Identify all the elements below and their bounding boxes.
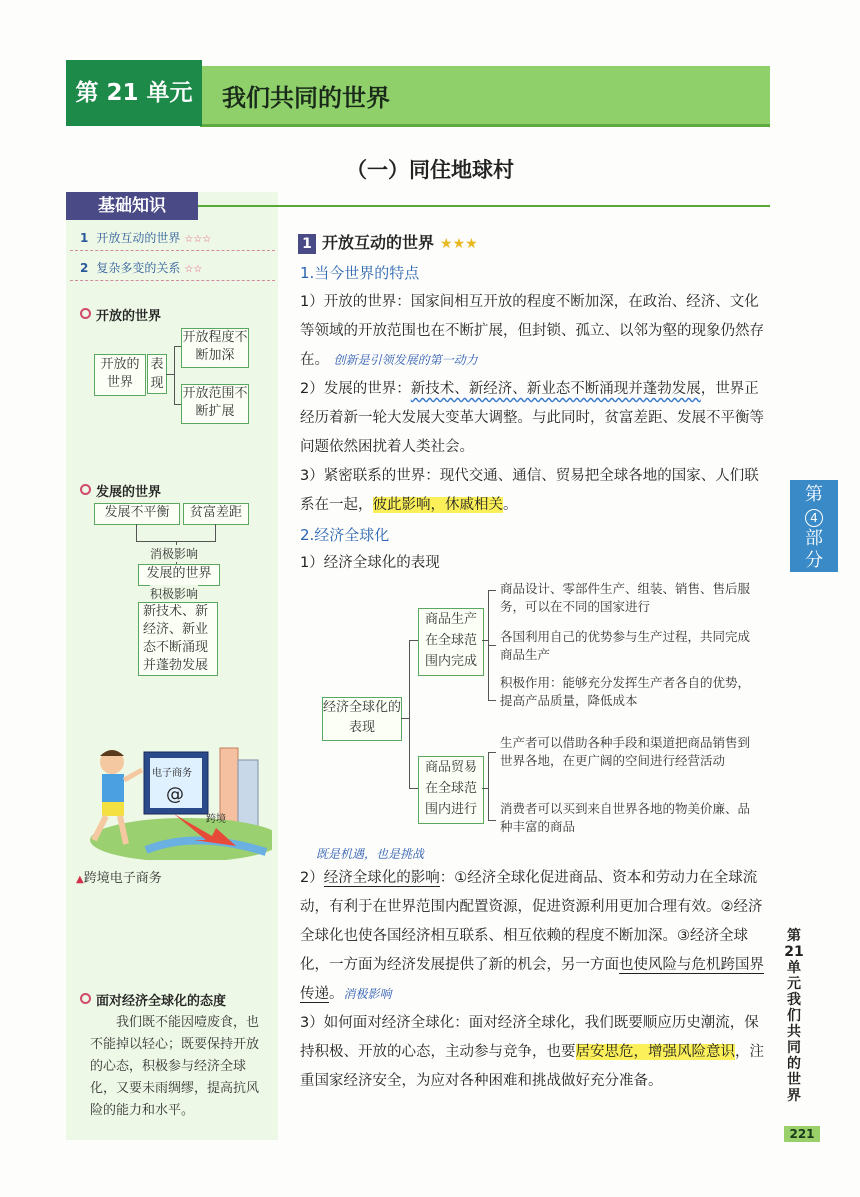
paragraph-open-world: 1）开放的世界：国家间相互开放的程度不断加深，在政治、经济、文化等领域的开放范围也在不断扩展，但封锁、孤立、以邻为壑的现象仍然存在。 创新是引领发展的第一动力 xyxy=(300,294,764,368)
branch-trade: 商品贸易在全球范围内进行 xyxy=(418,756,484,824)
paragraph-globalization-forms: 1）经济全球化的表现 xyxy=(300,555,440,571)
attitude-heading: 面对经济全球化的态度 xyxy=(80,990,226,1009)
bullet-icon xyxy=(80,484,91,495)
svg-text:@: @ xyxy=(166,784,184,805)
dev-world-heading: 发展的世界 xyxy=(80,481,161,500)
paragraph-connected-world: 3）紧密联系的世界：现代交通、通信、贸易把全球各地的国家、人们联系在一起，彼此影响，休戚相关。 xyxy=(300,468,759,513)
paragraph-dev-world: 2）发展的世界：新技术、新经济、新业态不断涌现并蓬勃发展，世界正经历着新一轮大发展大变革大调整。与此同时，贫富差距、发展不平衡等问题依然困扰着人类社会。 xyxy=(300,381,764,455)
svg-text:电子商务: 电子商务 xyxy=(152,768,192,779)
handwritten-note-2: 既是机遇，也是挑战 xyxy=(316,847,425,861)
part-tab: 第 4 部 分 xyxy=(790,480,838,572)
divider xyxy=(70,250,275,251)
bullet-icon xyxy=(80,993,91,1004)
star-icon: ☆☆ xyxy=(184,264,203,275)
dev-top-1: 发展不平衡 xyxy=(94,503,180,525)
handwritten-note-3: 消极影响 xyxy=(343,987,392,1001)
open-world-leaf-1: 开放程度不断加深 xyxy=(181,328,249,368)
star-icon: ☆☆☆ xyxy=(184,234,212,245)
open-world-mid: 表现 xyxy=(147,354,167,394)
open-world-leaf-2: 开放范围不断扩展 xyxy=(181,384,249,424)
handwritten-note: 创新是引领发展的第一动力 xyxy=(333,353,478,367)
vertical-unit-label: 第21单元 我们共同的世界 xyxy=(784,928,804,1104)
paragraph-globalization-impact: 2）经济全球化的影响：①经济全球化促进商品、资本和劳动力在全球流动，有利于在世界范围内配置资源，促进资源利用更加合理有效。②经济全球化也使各国经济相互联系、相互依赖的程度不断加深。③经济全球化，一方面为经济发展提供了新的机会，另一方面也使风险与危机跨国界传递。消极影响 xyxy=(300,870,764,1002)
dev-bottom: 新技术、新经济、新业态不断涌现并蓬勃发展 xyxy=(138,602,218,676)
divider xyxy=(70,280,275,281)
lesson-title: （一）同住地球村 xyxy=(346,158,514,182)
dev-center: 发展的世界 xyxy=(138,564,220,586)
star-icon: ★★★ xyxy=(440,236,478,252)
subheading-2: 2.经济全球化 xyxy=(300,526,390,544)
image-caption: ▲跨境电子商务 xyxy=(76,871,162,886)
subheading-1: 1.当今世界的特点 xyxy=(300,264,420,282)
open-world-heading: 开放的世界 xyxy=(80,305,161,324)
sidebar-item-2: 2 复杂多变的关系 ☆☆ xyxy=(80,261,203,275)
section-heading: 1 开放互动的世界 ★★★ xyxy=(298,230,478,254)
branch-production: 商品生产在全球范围内完成 xyxy=(418,608,484,676)
bullet-icon xyxy=(80,308,91,319)
production-item-1: 商品设计、零部件生产、组装、销售、售后服务，可以在不同的国家进行 xyxy=(500,581,751,614)
production-item-2: 各国利用自己的优势参与生产过程，共同完成商品生产 xyxy=(500,629,751,662)
svg-text:跨境: 跨境 xyxy=(206,814,226,825)
triangle-icon: ▲ xyxy=(76,874,84,885)
header-rule xyxy=(198,205,770,207)
open-world-root: 开放的世界 xyxy=(94,354,146,396)
unit-label: 第 21 单元 xyxy=(66,60,202,126)
paragraph-globalization-response: 3）如何面对经济全球化：面对经济全球化，我们既要顺应历史潮流，保持积极、开放的心态，主动参与竞争，也要居安思危，增强风险意识，注重国家经济安全，为应对各种困难和挑战做好充分准备。 xyxy=(300,1015,764,1089)
unit-title: 我们共同的世界 xyxy=(222,84,390,112)
trade-item-1: 生产者可以借助各种手段和渠道把商品销售到世界各地，在更广阔的空间进行经营活动 xyxy=(500,735,751,768)
pos-label: 积极影响 xyxy=(150,587,199,601)
attitude-text: 我们既不能因噎废食，也不能掉以轻心；既要保持开放的心态，积极参与经济全球化，又要未雨绸缪，提高抗风险的能力和水平。 xyxy=(90,1015,260,1118)
production-item-3: 积极作用：能够充分发挥生产者各自的优势，提高产品质量，降低成本 xyxy=(500,675,751,708)
cross-border-ecommerce-illustration xyxy=(86,740,272,860)
page-number: 221 xyxy=(784,1126,820,1142)
sidebar-item-1: 1 开放互动的世界 ☆☆☆ xyxy=(80,231,212,245)
dev-top-2: 贫富差距 xyxy=(183,503,249,525)
sidebar-heading: 基础知识 xyxy=(66,192,198,220)
trade-item-2: 消费者可以买到来自世界各地的物美价廉、品种丰富的商品 xyxy=(500,801,751,834)
neg-label: 消极影响 xyxy=(150,547,199,561)
globalization-root: 经济全球化的表现 xyxy=(322,697,402,741)
